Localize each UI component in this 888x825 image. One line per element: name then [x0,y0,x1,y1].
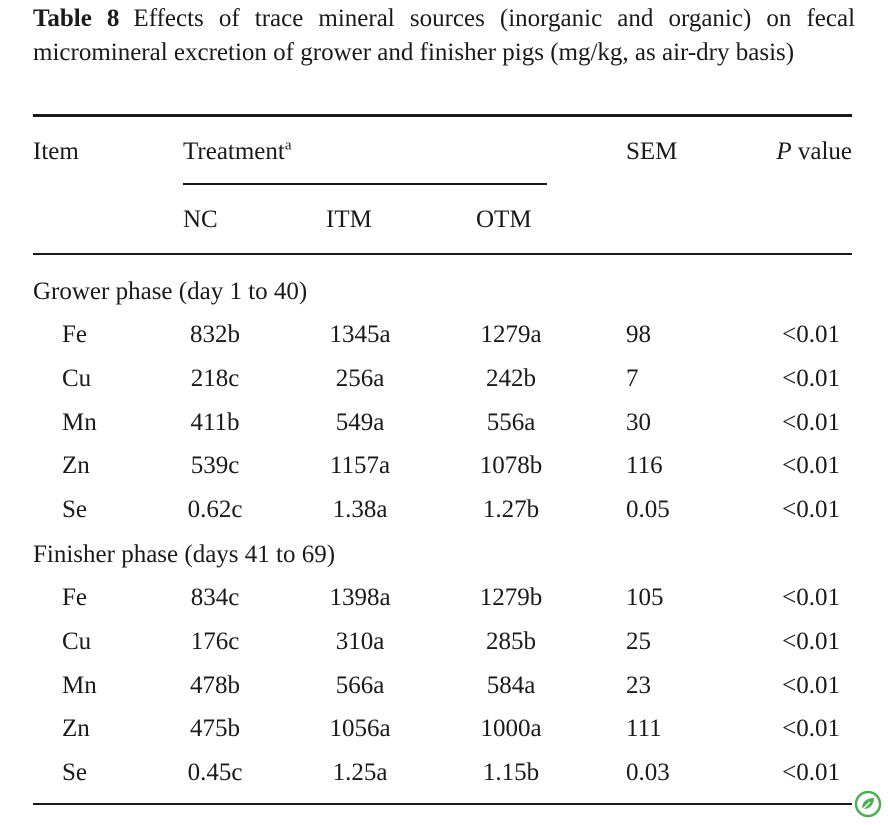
cell-itm: 310a [335,628,385,655]
cell-sem: 0.05 [626,496,670,523]
cell-item: Mn [62,672,97,699]
cell-otm: 242b [486,365,536,392]
cell-itm: 1157a [329,452,391,479]
section-title: Finisher phase (days 41 to 69) [33,541,336,568]
cell-nc: 176c [190,628,240,655]
cell-itm: 1398a [329,584,391,611]
cell-nc: 475b [190,715,240,742]
cell-p: <0.01 [782,759,840,786]
cell-sem: 111 [626,715,662,742]
cell-nc: 0.45c [187,759,243,786]
cell-otm: 1.27b [482,496,540,523]
cell-otm: 584a [486,672,536,699]
cell-item: Mn [62,409,97,436]
header-treatment-label: Treatment [183,138,285,165]
cell-nc: 478b [190,672,240,699]
cell-otm: 556a [486,409,536,436]
cell-otm: 1279b [479,584,543,611]
cell-sem: 23 [626,672,651,699]
cell-sem: 7 [626,365,639,392]
cell-sem: 25 [626,628,651,655]
header-otm: OTM [476,206,532,233]
cell-item: Fe [62,584,87,611]
cell-otm: 1000a [480,715,542,742]
header-p-italic: P [776,138,792,165]
cell-nc: 0.62c [187,496,243,523]
cell-itm: 256a [335,365,385,392]
cell-p: <0.01 [782,452,840,479]
cell-itm: 566a [335,672,385,699]
header-sem: SEM [626,138,678,165]
table-top-rule [33,114,852,117]
table-caption-text: Effects of trace mineral sources (inorganic and organic) on fecal micromineral excretion of grower and finisher pigs (mg/kg, as air-dry basis) [33,5,856,66]
header-treatment [183,137,292,167]
cell-p: <0.01 [782,409,840,436]
treatment-spanner-rule [183,183,547,185]
cell-otm: 285b [486,628,536,655]
header-bottom-rule [33,253,852,255]
table-bottom-rule [33,803,852,805]
cell-nc: 832b [190,321,240,348]
cell-p: <0.01 [782,321,840,348]
cell-item: Cu [62,628,92,655]
cell-nc: 218c [190,365,240,392]
cell-p: <0.01 [782,584,840,611]
cell-p: <0.01 [782,628,840,655]
cell-sem: 30 [626,409,651,436]
cell-itm: 549a [335,409,385,436]
header-nc: NC [183,206,218,233]
leaf-badge-icon [854,790,882,818]
section-title: Grower phase (day 1 to 40) [33,278,308,305]
table-caption [33,2,855,70]
cell-otm: 1.15b [482,759,540,786]
cell-p: <0.01 [782,365,840,392]
cell-itm: 1345a [329,321,391,348]
cell-item: Se [62,759,87,786]
header-p-value [700,137,852,167]
cell-otm: 1078b [479,452,543,479]
cell-nc: 411b [190,409,240,436]
cell-item: Zn [62,715,90,742]
header-itm: ITM [326,206,372,233]
cell-p: <0.01 [782,496,840,523]
cell-item: Se [62,496,87,523]
table-label: Table 8 [33,5,120,32]
cell-sem: 105 [626,584,664,611]
cell-itm: 1056a [329,715,391,742]
cell-itm: 1.25a [332,759,388,786]
cell-nc: 834c [190,584,240,611]
cell-sem: 116 [626,452,663,479]
cell-p: <0.01 [782,715,840,742]
cell-otm: 1279a [480,321,542,348]
cell-sem: 98 [626,321,651,348]
cell-nc: 539c [190,452,240,479]
cell-p: <0.01 [782,672,840,699]
cell-item: Fe [62,321,87,348]
cell-item: Cu [62,365,92,392]
header-treatment-footnote: a [284,137,292,154]
header-item: Item [33,138,79,165]
header-p-rest: value [791,138,852,165]
cell-sem: 0.03 [626,759,670,786]
cell-itm: 1.38a [332,496,388,523]
cell-item: Zn [62,452,90,479]
